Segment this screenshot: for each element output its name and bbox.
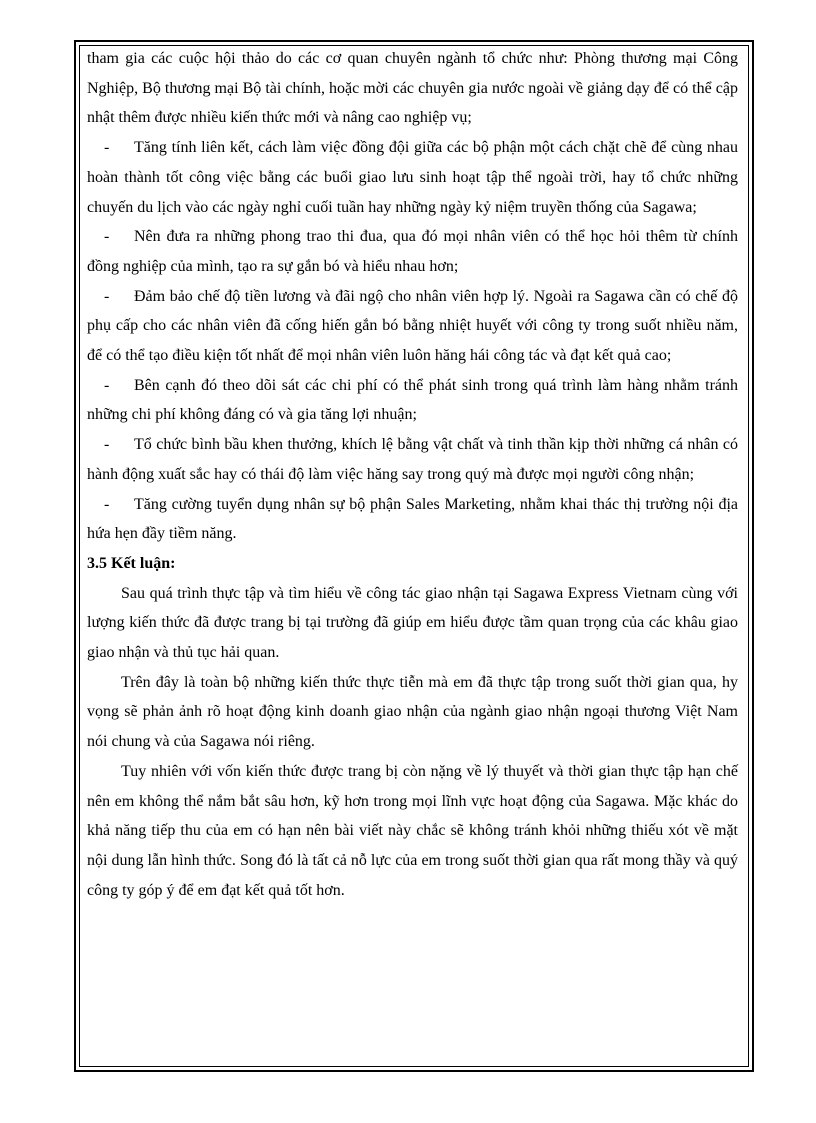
bullet-dash: - xyxy=(104,376,110,394)
bullet-text: Tăng tính liên kết, cách làm việc đồng đội giữa các bộ phận một cách chặt chẽ để cùng nhau hoàn thành tốt công việc bằng các buổi giao lưu sinh hoạt tập thể ngoài trời, hay tổ chức những chuyến du lịch vào các ngày nghỉ cuối tuần hay những ngày kỷ niệm truyền thống của Sagawa; xyxy=(87,139,738,216)
bullet-text: Tăng cường tuyển dụng nhân sự bộ phận Sales Marketing, nhằm khai thác thị trường nội địa hứa hẹn đầy tiềm năng. xyxy=(87,495,738,543)
bullet-item xyxy=(87,133,738,222)
conclusion-paragraph: Tuy nhiên với vốn kiến thức được trang bị còn nặng về lý thuyết và thời gian thực tập hạn chế nên em không thể nắm bắt sâu hơn, kỹ hơn trong mọi lĩnh vực hoạt động của Sagawa. Mặc khác do khả năng tiếp thu của em có hạn nên bài viết này chắc sẽ không tránh khỏi những thiếu xót về mặt nội dung lẫn hình thức. Song đó là tất cả nỗ lực của em trong suốt thời gian qua rất mong thầy và quý công ty góp ý để em đạt kết quả tốt hơn. xyxy=(87,762,738,899)
bullet-item xyxy=(87,490,738,549)
bullet-text: Bên cạnh đó theo dõi sát các chi phí có thể phát sinh trong quá trình làm hàng nhằm tránh những chi phí không đáng có và gia tăng lợi nhuận; xyxy=(87,376,738,424)
bullet-text: Nên đưa ra những phong trao thi đua, qua đó mọi nhân viên có thể học hỏi thêm từ chính đồng nghiệp của mình, tạo ra sự gắn bó và hiểu nhau hơn; xyxy=(87,228,738,275)
document-body xyxy=(87,44,738,905)
bullet-dash: - xyxy=(104,436,110,454)
intro-paragraph: tham gia các cuộc hội thảo do các cơ quan chuyên ngành tổ chức như: Phòng thương mại Công Nghiệp, Bộ thương mại Bộ tài chính, hoặc mời các chuyên gia nước ngoài về giảng dạy để có thể cập nhật thêm được nhiều kiến thức mới và nâng cao nghiệp vụ; xyxy=(87,50,738,127)
bullet-item xyxy=(87,371,738,430)
bullet-dash: - xyxy=(104,228,110,246)
bullet-dash: - xyxy=(104,287,110,305)
bullet-text: Tổ chức bình bầu khen thưởng, khích lệ bằng vật chất và tinh thần kịp thời những cá nhân có hành động xuất sắc hay có thái độ làm việc hăng say trong quý mà được mọi người công nhận; xyxy=(87,436,738,483)
conclusion-paragraph: Trên đây là toàn bộ những kiến thức thực tiễn mà em đã thực tập trong suốt thời gian qua, hy vọng sẽ phản ảnh rõ hoạt động kinh doanh giao nhận của ngành giao nhận ngoại thương Việt Nam nói chung và của Sagawa nói riêng. xyxy=(87,673,738,751)
bullet-text: Đảm bảo chế độ tiền lương và đãi ngộ cho nhân viên hợp lý. Ngoài ra Sagawa cần có chế độ phụ cấp cho các nhân viên đã cống hiến gắn bó bằng nhiệt huyết với công ty trong suốt nhiều năm, để có thể tạo điều kiện tốt nhất để mọi nhân viên luôn hăng hái công tác và đạt kết quả cao; xyxy=(87,287,738,365)
bullet-dash: - xyxy=(104,139,110,157)
bullet-item xyxy=(87,222,738,281)
bullet-dash: - xyxy=(104,495,110,513)
bullet-item xyxy=(87,430,738,489)
bullet-item xyxy=(87,282,738,371)
conclusion-paragraph: Sau quá trình thực tập và tìm hiểu về công tác giao nhận tại Sagawa Express Vietnam cùng với lượng kiến thức đã được trang bị tại trường đã giúp em hiểu được tầm quan trọng của các khâu giao giao nhận và thủ tục hải quan. xyxy=(87,584,738,662)
section-heading: 3.5 Kết luận: xyxy=(87,554,176,572)
